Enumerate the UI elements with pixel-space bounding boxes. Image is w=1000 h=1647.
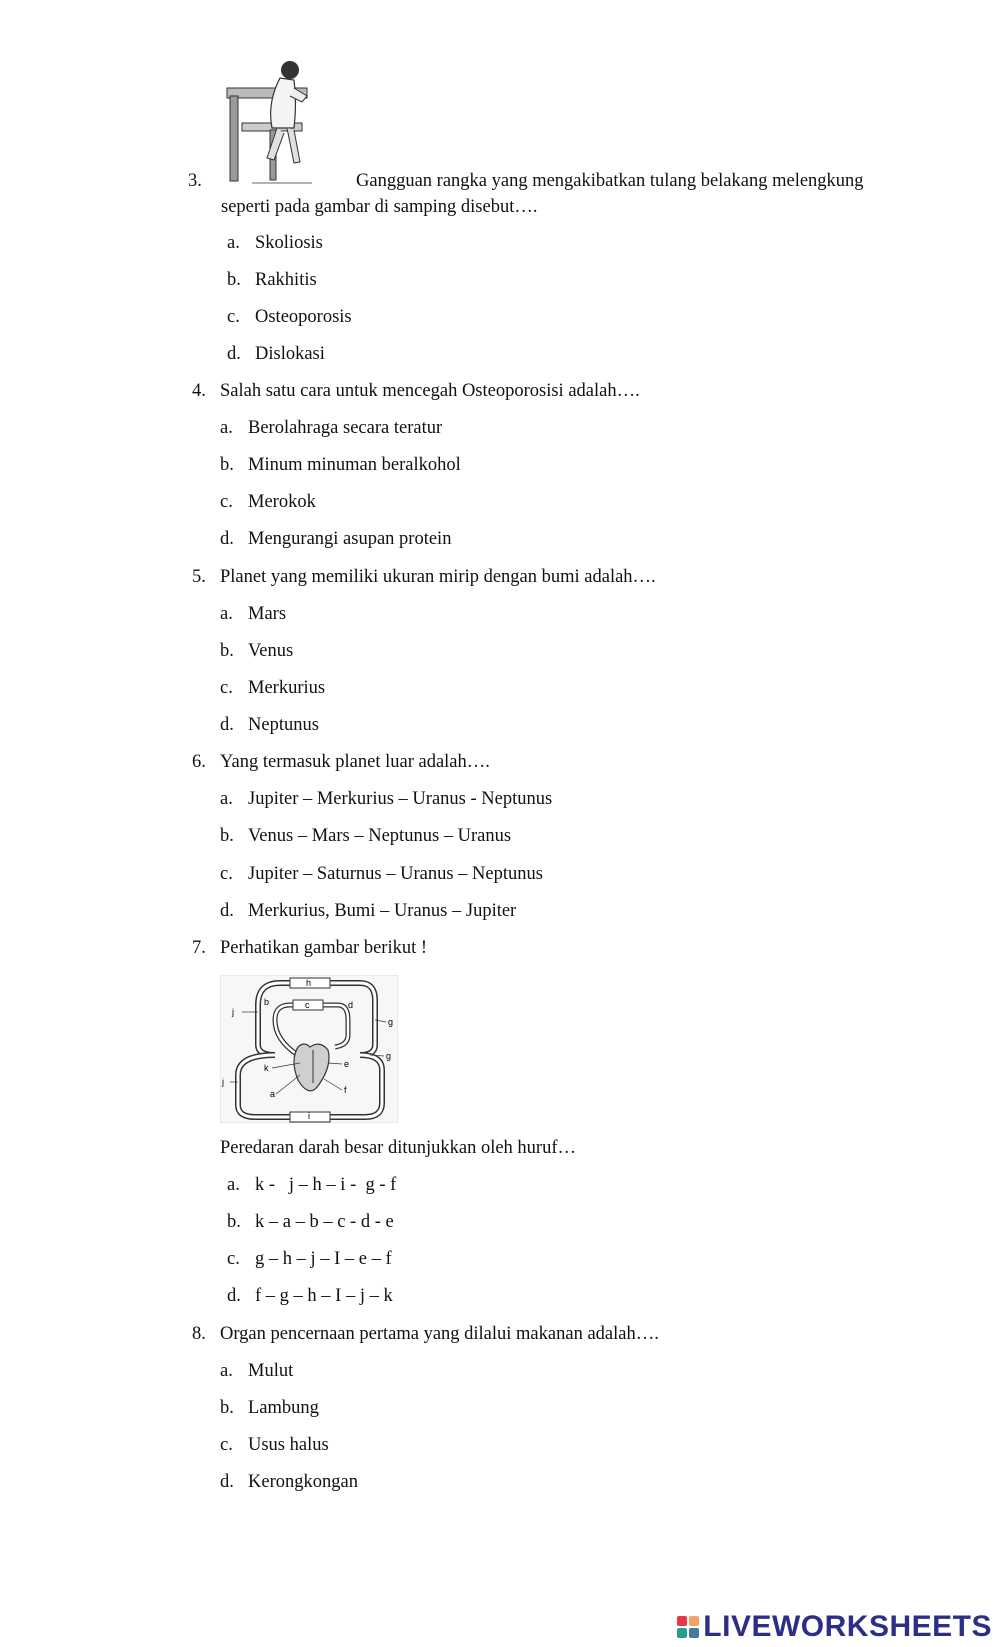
q5-option-a-letter: a. [220, 604, 233, 624]
question-5-text: Planet yang memiliki ukuran mirip dengan bumi adalah…. [220, 567, 656, 587]
blood-circulation-diagram [220, 975, 398, 1123]
diagram-label-g-bottom: g [386, 1051, 392, 1061]
diagram-label-j-top: j [232, 1007, 234, 1017]
q4-option-d-letter: d. [220, 529, 234, 549]
q4-option-c-text[interactable]: Merokok [248, 492, 316, 512]
q7-option-d-letter: d. [227, 1286, 241, 1306]
diagram-label-c: c [305, 1000, 310, 1010]
liveworksheets-logo [677, 1610, 992, 1644]
q8-option-c-text[interactable]: Usus halus [248, 1435, 329, 1455]
q4-option-a-letter: a. [220, 418, 233, 438]
diagram-label-i: i [308, 1111, 310, 1121]
question-3-text-line1: Gangguan rangka yang mengakibatkan tulang belakang melengkung [356, 171, 864, 191]
q6-option-d-letter: d. [220, 901, 234, 921]
q7-option-c-letter: c. [227, 1249, 240, 1269]
logo-grid-icon [677, 1616, 699, 1638]
diagram-label-f: f [344, 1085, 347, 1095]
q7-option-a-text[interactable]: k - j – h – i - g - f [255, 1175, 397, 1195]
diagram-label-d: d [348, 1000, 354, 1010]
question-3-number: 3. [188, 171, 202, 191]
q6-option-c-text[interactable]: Jupiter – Saturnus – Uranus – Neptunus [248, 864, 543, 884]
diagram-label-k: k [264, 1063, 269, 1073]
q6-option-b-letter: b. [220, 826, 234, 846]
q8-option-d-text[interactable]: Kerongkongan [248, 1472, 358, 1492]
diagram-label-e: e [344, 1059, 350, 1069]
q6-option-a-letter: a. [220, 789, 233, 809]
q7-option-c-text[interactable]: g – h – j – I – e – f [255, 1249, 392, 1269]
question-6-text: Yang termasuk planet luar adalah…. [220, 752, 490, 772]
question-8-number: 8. [192, 1324, 206, 1344]
diagram-label-g-top: g [388, 1017, 394, 1027]
q5-option-a-text[interactable]: Mars [248, 604, 287, 624]
logo-text: LIVEWORKSHEETS [703, 1610, 992, 1643]
q5-option-d-letter: d. [220, 715, 234, 735]
question-4-number: 4. [192, 381, 206, 401]
q3-option-c-letter: c. [227, 307, 240, 327]
q5-option-c-letter: c. [220, 678, 233, 698]
q6-option-d-text[interactable]: Merkurius, Bumi – Uranus – Jupiter [248, 901, 517, 921]
q3-option-c-text[interactable]: Osteoporosis [255, 307, 352, 327]
question-8-text: Organ pencernaan pertama yang dilalui makanan adalah…. [220, 1324, 659, 1344]
question-3-text-line2: seperti pada gambar di samping disebut…. [221, 197, 538, 217]
q7-option-b-text[interactable]: k – a – b – c - d - e [255, 1212, 394, 1232]
question-5-number: 5. [192, 567, 206, 587]
q5-option-d-text[interactable]: Neptunus [248, 715, 319, 735]
q3-option-a-text[interactable]: Skoliosis [255, 233, 323, 253]
q3-option-d-text[interactable]: Dislokasi [255, 344, 325, 364]
q6-option-a-text[interactable]: Jupiter – Merkurius – Uranus - Neptunus [248, 789, 553, 809]
q3-option-b-text[interactable]: Rakhitis [255, 270, 317, 290]
q5-option-c-text[interactable]: Merkurius [248, 678, 326, 698]
question-7-text: Perhatikan gambar berikut ! [220, 938, 428, 958]
q4-option-b-letter: b. [220, 455, 234, 475]
q3-option-d-letter: d. [227, 344, 241, 364]
q8-option-d-letter: d. [220, 1472, 234, 1492]
q4-option-a-text[interactable]: Berolahraga secara teratur [248, 418, 443, 438]
q8-option-a-text[interactable]: Mulut [248, 1361, 294, 1381]
question-7-number: 7. [192, 938, 206, 958]
question-6-number: 6. [192, 752, 206, 772]
q4-option-d-text[interactable]: Mengurangi asupan protein [248, 529, 452, 549]
q4-option-c-letter: c. [220, 492, 233, 512]
question-4-text: Salah satu cara untuk mencegah Osteoporosisi adalah…. [220, 381, 640, 401]
diagram-label-b: b [264, 997, 270, 1007]
q6-option-b-text[interactable]: Venus – Mars – Neptunus – Uranus [248, 826, 512, 846]
q3-option-a-letter: a. [227, 233, 240, 253]
q8-option-b-text[interactable]: Lambung [248, 1398, 319, 1418]
scoliosis-posture-illustration [222, 58, 322, 188]
q3-option-b-letter: b. [227, 270, 241, 290]
q7-option-a-letter: a. [227, 1175, 240, 1195]
diagram-label-h: h [306, 978, 312, 988]
q8-option-b-letter: b. [220, 1398, 234, 1418]
diagram-label-j-bottom: j [222, 1077, 224, 1087]
diagram-label-a: a [270, 1089, 276, 1099]
q5-option-b-letter: b. [220, 641, 234, 661]
q5-option-b-text[interactable]: Venus [248, 641, 294, 661]
q7-option-d-text[interactable]: f – g – h – I – j – k [255, 1286, 393, 1306]
q4-option-b-text[interactable]: Minum minuman beralkohol [248, 455, 461, 475]
question-7-subtext: Peredaran darah besar ditunjukkan oleh huruf… [220, 1138, 576, 1158]
q6-option-c-letter: c. [220, 864, 233, 884]
q8-option-c-letter: c. [220, 1435, 233, 1455]
q8-option-a-letter: a. [220, 1361, 233, 1381]
q7-option-b-letter: b. [227, 1212, 241, 1232]
